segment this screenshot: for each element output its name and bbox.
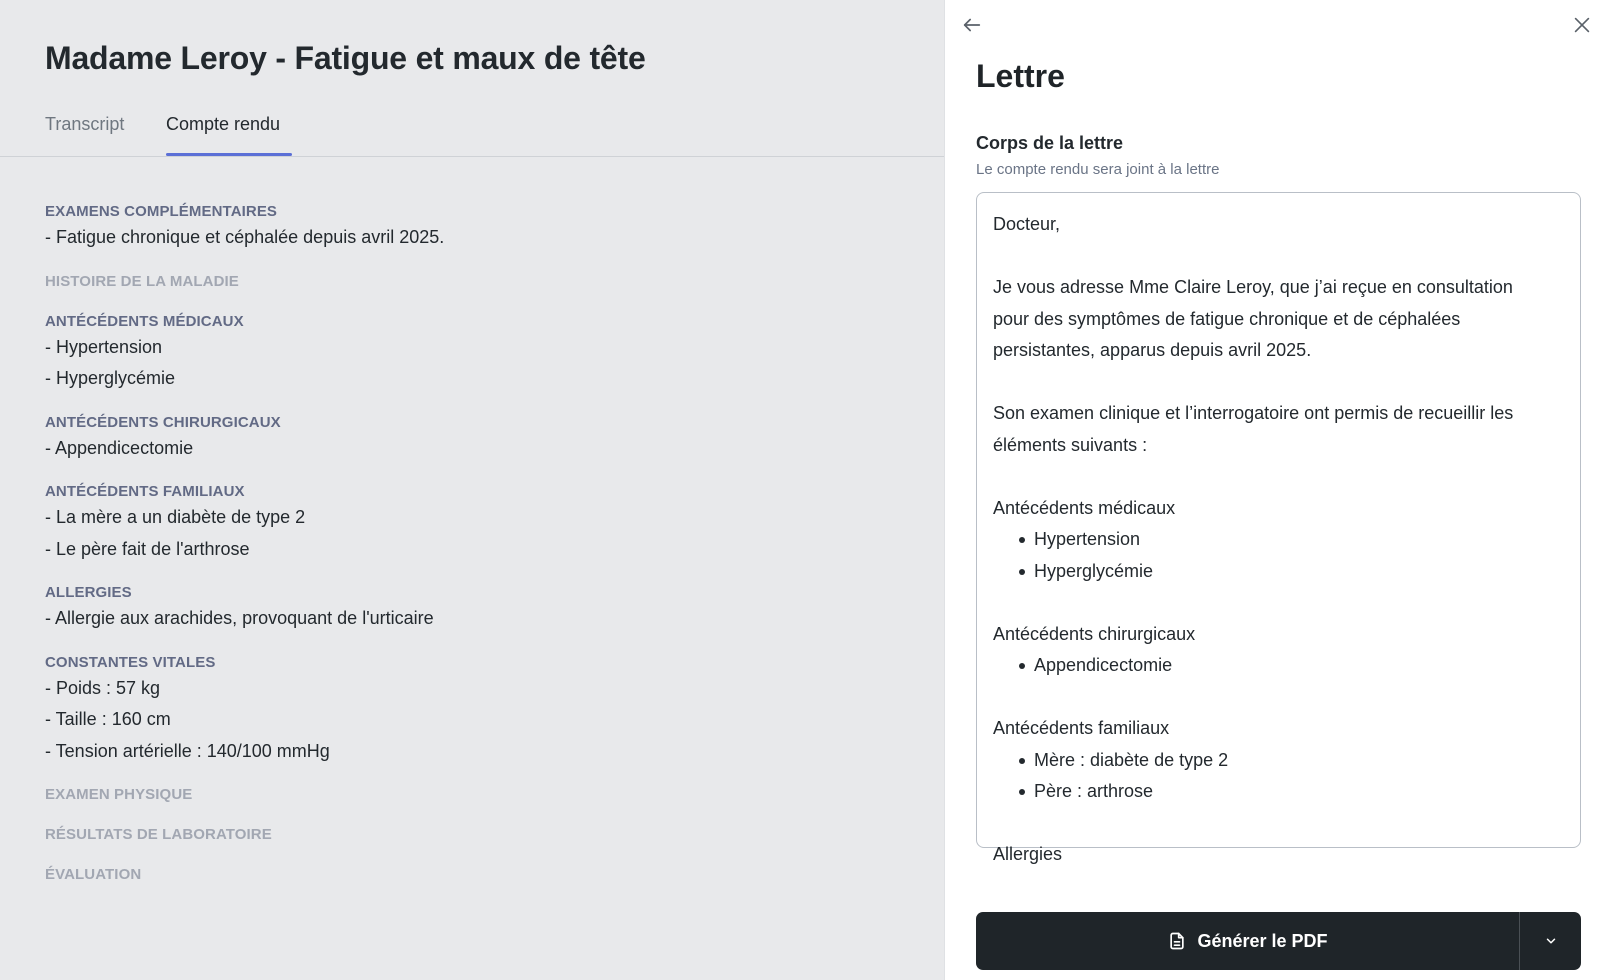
report-section [45,653,905,768]
letter-body-hint: Le compte rendu sera joint à la lettre [976,161,1220,178]
section-title: HISTOIRE DE LA MALADIE [45,272,239,290]
section-item: - Hypertension [45,336,163,357]
section-item: - La mère a un diabète de type 2 [45,507,306,527]
generate-pdf-label: Générer le PDF [1197,930,1328,951]
report-section [45,865,905,885]
letter-panel [944,0,1600,980]
section-title: ALLERGIES [45,584,132,601]
panel-title: Lettre [976,58,1065,94]
letter-blank-line [993,367,1564,399]
close-icon [1571,14,1593,36]
letter-bullet-item: Hypertension [993,524,1564,556]
report-section [45,202,905,254]
letter-body-editor[interactable] [976,192,1581,864]
letter-paragraph-line: éléments suivants : [993,434,1148,455]
letter-paragraph-line: Son examen clinique et l’interrogatoire ont permis de recueillir les [993,403,1514,423]
close-button[interactable] [1567,10,1597,40]
letter-paragraph-line: pour des symptômes de fatigue chronique et de céphalées [993,308,1461,329]
section-item: - Allergie aux arachides, provoquant de l'urticaire [45,608,434,628]
letter-group-heading: Antécédents familiaux [993,718,1170,738]
tab-compte-rendu[interactable]: Compte rendu [166,114,281,134]
section-item: - Taille : 160 cm [45,709,171,729]
section-title: ANTÉCÉDENTS CHIRURGICAUX [45,413,281,431]
letter-bullet-item: Père : arthrose [993,776,1564,808]
report-content [45,202,905,905]
section-title: ÉVALUATION [45,866,142,883]
report-section [45,785,905,805]
section-title: EXAMENS COMPLÉMENTAIRES [45,203,278,220]
section-item: - Le père fait de l'arthrose [45,538,250,559]
generate-options-button[interactable] [1520,912,1581,970]
section-title: ANTÉCÉDENTS MÉDICAUX [45,312,244,330]
section-item: - Hyperglycémie [45,368,176,388]
section-item: - Poids : 57 kg [45,677,161,698]
letter-greeting: Docteur, [993,214,1061,234]
generate-pdf-split-button [976,912,1581,970]
letter-group-heading: Antécédents médicaux [993,497,1176,518]
report-section [45,312,905,395]
report-section [45,583,905,635]
section-title: EXAMEN PHYSIQUE [45,786,193,803]
report-section [45,482,905,565]
letter-blank-line [993,241,1564,273]
letter-paragraph-line: Je vous adresse Mme Claire Leroy, que j’ai reçue en consultation [993,277,1513,297]
section-title: RÉSULTATS DE LABORATOIRE [45,826,272,843]
generate-pdf-button[interactable] [976,912,1519,970]
letter-body-label: Corps de la lettre [976,133,1124,153]
letter-paragraph-line: persistantes, apparus depuis avril 2025. [993,340,1312,360]
letter-bullet-item: Hyperglycémie [993,556,1564,588]
section-item: - Fatigue chronique et céphalée depuis avril 2025. [45,227,445,247]
document-icon [1167,931,1187,951]
active-tab-indicator [166,153,292,156]
page-title: Madame Leroy - Fatigue et maux de tête [45,40,646,76]
letter-blank-line [993,587,1564,619]
chevron-down-icon [1544,934,1558,948]
section-item: - Appendicectomie [45,437,194,458]
letter-blank-line [993,682,1564,714]
section-title: ANTÉCÉDENTS FAMILIAUX [45,483,245,500]
letter-group-heading: Antécédents chirurgicaux [993,623,1196,644]
letter-bullet-item: Appendicectomie [993,650,1564,682]
section-title: CONSTANTES VITALES [45,653,216,671]
letter-bullet-item: Mère : diabète de type 2 [993,745,1564,777]
report-section [45,825,905,845]
report-section [45,272,905,292]
tab-transcript[interactable]: Transcript [45,114,125,134]
letter-group-heading: Allergies [993,844,1063,864]
back-button[interactable] [957,10,987,40]
report-section [45,413,905,465]
arrow-left-icon [961,14,983,36]
letter-blank-line [993,461,1564,493]
section-item: - Tension artérielle : 140/100 mmHg [45,740,330,761]
letter-blank-line [993,808,1564,840]
tab-bar [0,108,944,157]
